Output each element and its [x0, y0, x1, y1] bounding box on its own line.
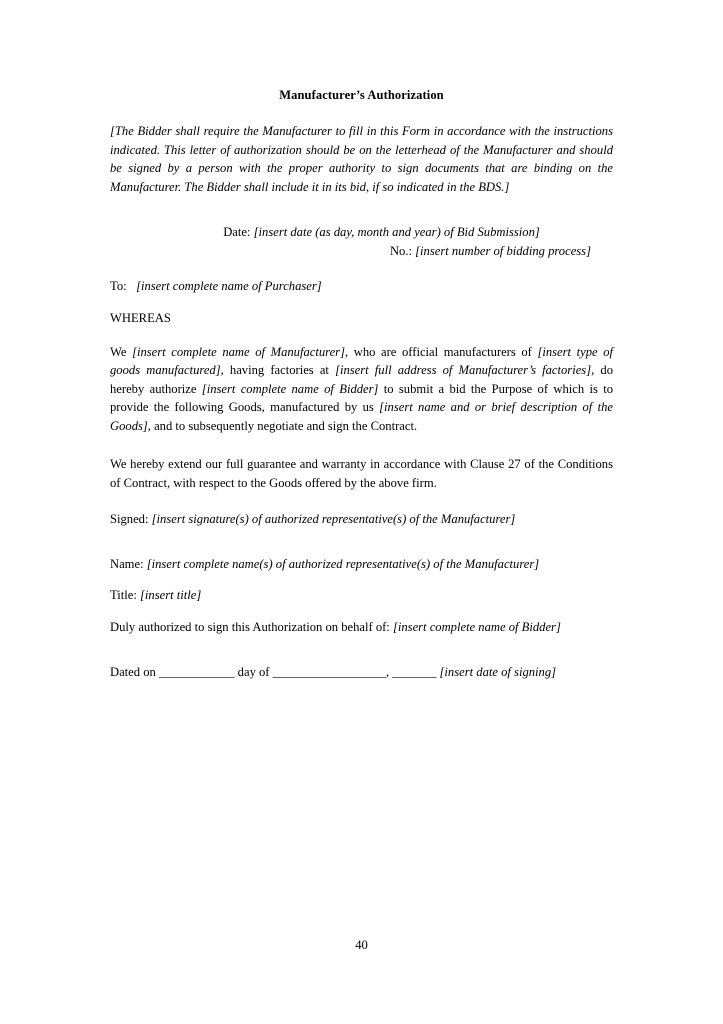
spacer [110, 448, 613, 455]
dated-blank-month: __________________ [272, 665, 386, 680]
dated-blank-day: ____________ [158, 665, 235, 680]
auth-goods-description: [insert name and or brief description of the Goods], [110, 400, 613, 433]
page-title: Manufacturer’s Authorization [279, 88, 444, 102]
date-line [110, 223, 613, 242]
authorization-paragraph [110, 343, 613, 436]
date-value: [insert date (as day, month and year) of Bid Submission] [253, 225, 540, 239]
auth-goods-type: [insert type of goods manufactured] [110, 344, 614, 378]
auth-manufacturer-name: [insert complete name of Manufacturer], [132, 344, 349, 359]
instruction-block: [The Bidder shall require the Manufacturer to fill in this Form in accordance with the instructions indicated. This letter of authorization should be on the letterhead of the Manufacturer and should be signed by a person with the proper authority to sign documents that are binding on the Manufacturer. The Bidder shall include it in its bid, if so indicated in the BDS.] [110, 124, 613, 194]
number-label: No.: [389, 243, 412, 258]
number-line [110, 242, 613, 261]
dated-value: [insert date of signing] [439, 665, 557, 680]
signed-line [110, 512, 613, 527]
auth-text-5: to submit a bid the Purpose of which is to provide the following Goods, manufactured by us [110, 381, 613, 415]
signed-value: [insert signature(s) of authorized representative(s) of the Manufacturer] [151, 512, 516, 527]
name-value: [insert complete name(s) of authorized representative(s) of the Manufacturer] [146, 557, 540, 572]
spacer [110, 505, 613, 512]
auth-bidder-name: [insert complete name of Bidder] [201, 381, 379, 396]
to-label: To: [110, 278, 127, 293]
date-label: Date: [223, 225, 251, 239]
auth-text-4: , do hereby authorize [110, 363, 613, 396]
auth-factories-address: [insert full address of Manufacturer’s factories] [335, 363, 592, 378]
auth-text-1: We [110, 344, 133, 359]
title-label: Title: [110, 588, 137, 603]
duly-label: Duly authorized to sign this Authorization on behalf of: [110, 620, 390, 635]
title-value: [insert title] [140, 588, 202, 603]
duly-authorized-line [110, 620, 613, 635]
dated-mid: day of [234, 665, 273, 680]
document-body [110, 88, 613, 680]
dated-blank-year: _______ [392, 665, 437, 680]
spacer [110, 209, 613, 223]
auth-text-6: and to subsequently negotiate and sign the Contract. [150, 418, 418, 433]
auth-text-3: , having factories at [220, 363, 336, 378]
to-line [110, 279, 613, 294]
to-value: [insert complete name of Purchaser] [136, 278, 322, 293]
signed-label: Signed: [110, 512, 149, 527]
dated-prefix: Dated on [110, 665, 159, 680]
page-number: 40 [355, 938, 368, 952]
duly-value: [insert complete name of Bidder] [392, 620, 561, 635]
name-label: Name: [110, 557, 144, 572]
auth-text-2: who are official manufacturers of [348, 344, 538, 359]
number-value: [insert number of bidding process] [415, 243, 591, 258]
guarantee-paragraph: We hereby extend our full guarantee and warranty in accordance with Clause 27 of the Conditions of Contract, with respect to the Goods offered by the above firm. [110, 457, 613, 490]
title-line [110, 588, 613, 603]
name-line [110, 557, 613, 572]
whereas-line: WHEREAS [110, 310, 171, 325]
dated-on-line [110, 665, 613, 680]
dated-comma: , [386, 665, 393, 680]
